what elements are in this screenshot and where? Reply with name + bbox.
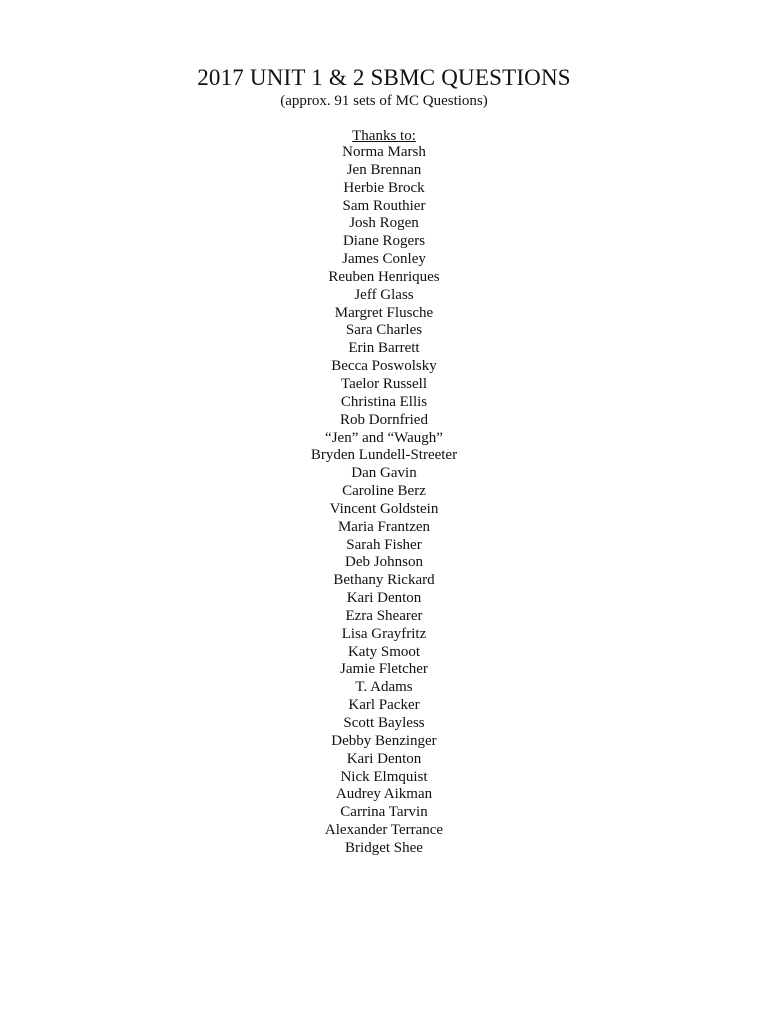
contributor-name: Bridget Shee xyxy=(345,839,423,856)
contributor-name: Becca Poswolsky xyxy=(331,358,437,375)
contributor-name: Kari Denton xyxy=(346,590,422,607)
page-subtitle: (approx. 91 sets of MC Questions) xyxy=(280,93,488,109)
contributor-name: Sara Charles xyxy=(345,322,423,339)
contributor-name: T. Adams xyxy=(355,679,413,696)
contributor-name: Bryden Lundell-Streeter xyxy=(310,447,458,464)
contributor-name: Karl Packer xyxy=(348,697,420,714)
contributor-name: Dan Gavin xyxy=(351,465,417,482)
contributor-name: Kari Denton xyxy=(346,750,422,767)
contributor-name: Alexander Terrance xyxy=(324,822,444,839)
contributor-name: Jamie Fletcher xyxy=(340,661,428,678)
contributor-name: Vincent Goldstein xyxy=(329,500,439,517)
thanks-heading: Thanks to: xyxy=(352,128,416,144)
contributor-name: Jeff Glass xyxy=(354,286,414,303)
contributor-name: Erin Barrett xyxy=(348,340,420,357)
contributor-name: Audrey Aikman xyxy=(335,786,433,803)
contributor-name: Caroline Berz xyxy=(342,483,426,500)
contributor-name: Taelor Russell xyxy=(340,375,427,392)
contributor-name: Christina Ellis xyxy=(340,393,428,410)
contributor-name: Herbie Brock xyxy=(343,179,425,196)
contributor-name: James Conley xyxy=(342,251,426,268)
contributor-name: Scott Bayless xyxy=(343,715,425,731)
contributor-name: “Jen” and “Waugh” xyxy=(325,429,443,446)
contributor-name: Deb Johnson xyxy=(345,554,423,571)
contributor-name: Bethany Rickard xyxy=(333,572,435,589)
contributor-name: Lisa Grayfritz xyxy=(341,625,427,642)
contributor-name: Katy Smoot xyxy=(347,643,421,660)
contributor-name: Jen Brennan xyxy=(346,161,422,178)
contributor-name: Sarah Fisher xyxy=(346,536,422,553)
contributor-name: Debby Benzinger xyxy=(331,732,437,749)
contributor-name: Maria Frantzen xyxy=(337,518,431,535)
contributor-name: Rob Dornfried xyxy=(340,411,428,428)
contributor-name: Sam Routhier xyxy=(342,197,426,214)
contributor-name: Margret Flusche xyxy=(334,304,434,321)
contributor-list xyxy=(0,144,768,858)
contributor-name: Norma Marsh xyxy=(342,144,426,160)
contributor-name: Josh Rogen xyxy=(349,215,419,232)
contributor-name: Diane Rogers xyxy=(342,233,426,250)
page-title: 2017 UNIT 1 & 2 SBMC QUESTIONS xyxy=(197,65,571,90)
contributor-name: Nick Elmquist xyxy=(340,768,428,785)
contributor-name: Carrina Tarvin xyxy=(340,804,428,821)
contributor-name: Ezra Shearer xyxy=(345,607,423,624)
contributor-name: Reuben Henriques xyxy=(328,268,440,285)
